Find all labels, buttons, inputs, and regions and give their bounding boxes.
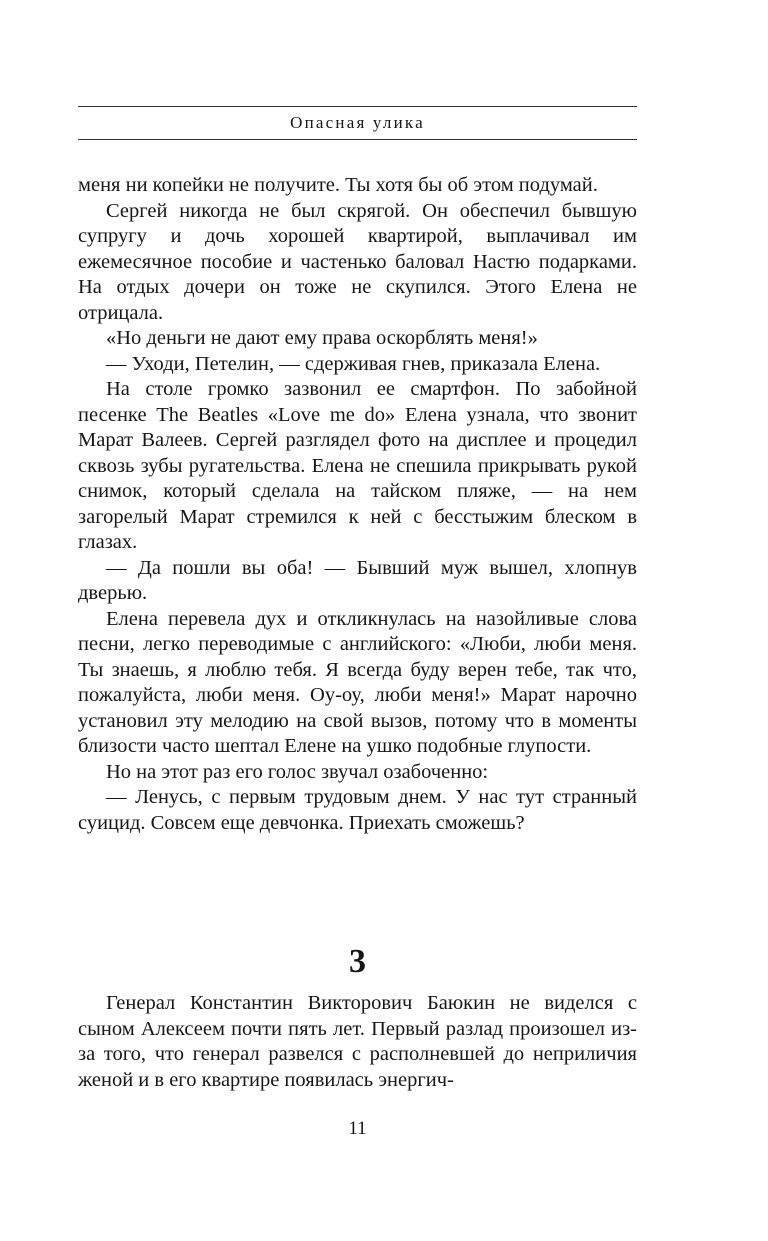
paragraph-continued: меня ни копейки не получите. Ты хотя бы об этом подумай. bbox=[78, 174, 598, 196]
dialogue-paragraph: — Уходи, Петелин, — сдерживая гнев, приказала Елена. bbox=[106, 352, 601, 375]
dialogue-paragraph: — Да пошли вы оба! — Бывший муж вышел, хлопнув дверью. bbox=[78, 556, 637, 604]
chapter-number: 3 bbox=[349, 943, 366, 980]
paragraph: Но на этот раз его голос звучал озабоченно: bbox=[106, 760, 489, 783]
paragraph: Елена перевела дух и откликнулась на назойливые слова песни, легко переводимые с английского: «Люби, люби меня. Ты знаешь, я люблю тебя. Я всегда буду верен тебе, так что, пожалуйста, люби меня. Оу-оу, люби меня!» Марат нарочно установил эту мелодию на свой вызов, потому что в моменты близости часто шептал Елене на ушко подобные глупости. bbox=[78, 607, 637, 757]
paragraph: «Но деньги не дают ему права оскорблять меня!» bbox=[106, 327, 538, 349]
chapter-text bbox=[78, 991, 637, 1093]
paragraph: Генерал Константин Викторович Баюкин не виделся с сыном Алексеем почти пять лет. Первый разлад произошел из-за того, что генерал развелся с располневшей до неприличия женой и в его квартире появилась энергич- bbox=[78, 992, 637, 1091]
running-title: Опасная улика bbox=[290, 113, 425, 132]
page-number: 11 bbox=[348, 1118, 367, 1139]
paragraph: На столе громко зазвонил ее смартфон. По забойной песенке The Beatles «Love me do» Елена узнала, что звонит Марат Валеев. Сергей разглядел фото на дисплее и процедил сквозь зубы ругательства. Елена не спешила прикрывать рукой снимок, который сделала на тайском пляже, — на нем загорелый Марат стремился к ней с бесстыжим блеском в глазах. bbox=[78, 378, 637, 553]
running-head bbox=[78, 106, 637, 140]
dialogue-paragraph: — Ленусь, с первым трудовым днем. У нас тут странный суицид. Совсем еще девчонка. Приехать сможешь? bbox=[78, 786, 637, 834]
paragraph: Сергей никогда не был скрягой. Он обеспечил бывшую супругу и дочь хорошей квартирой, выплачивал им ежемесячное пособие и частенько баловал Настю подарками. На отдых дочери он тоже не скупился. Этого Елена не отрицала. bbox=[78, 199, 637, 324]
body-text bbox=[78, 173, 637, 836]
